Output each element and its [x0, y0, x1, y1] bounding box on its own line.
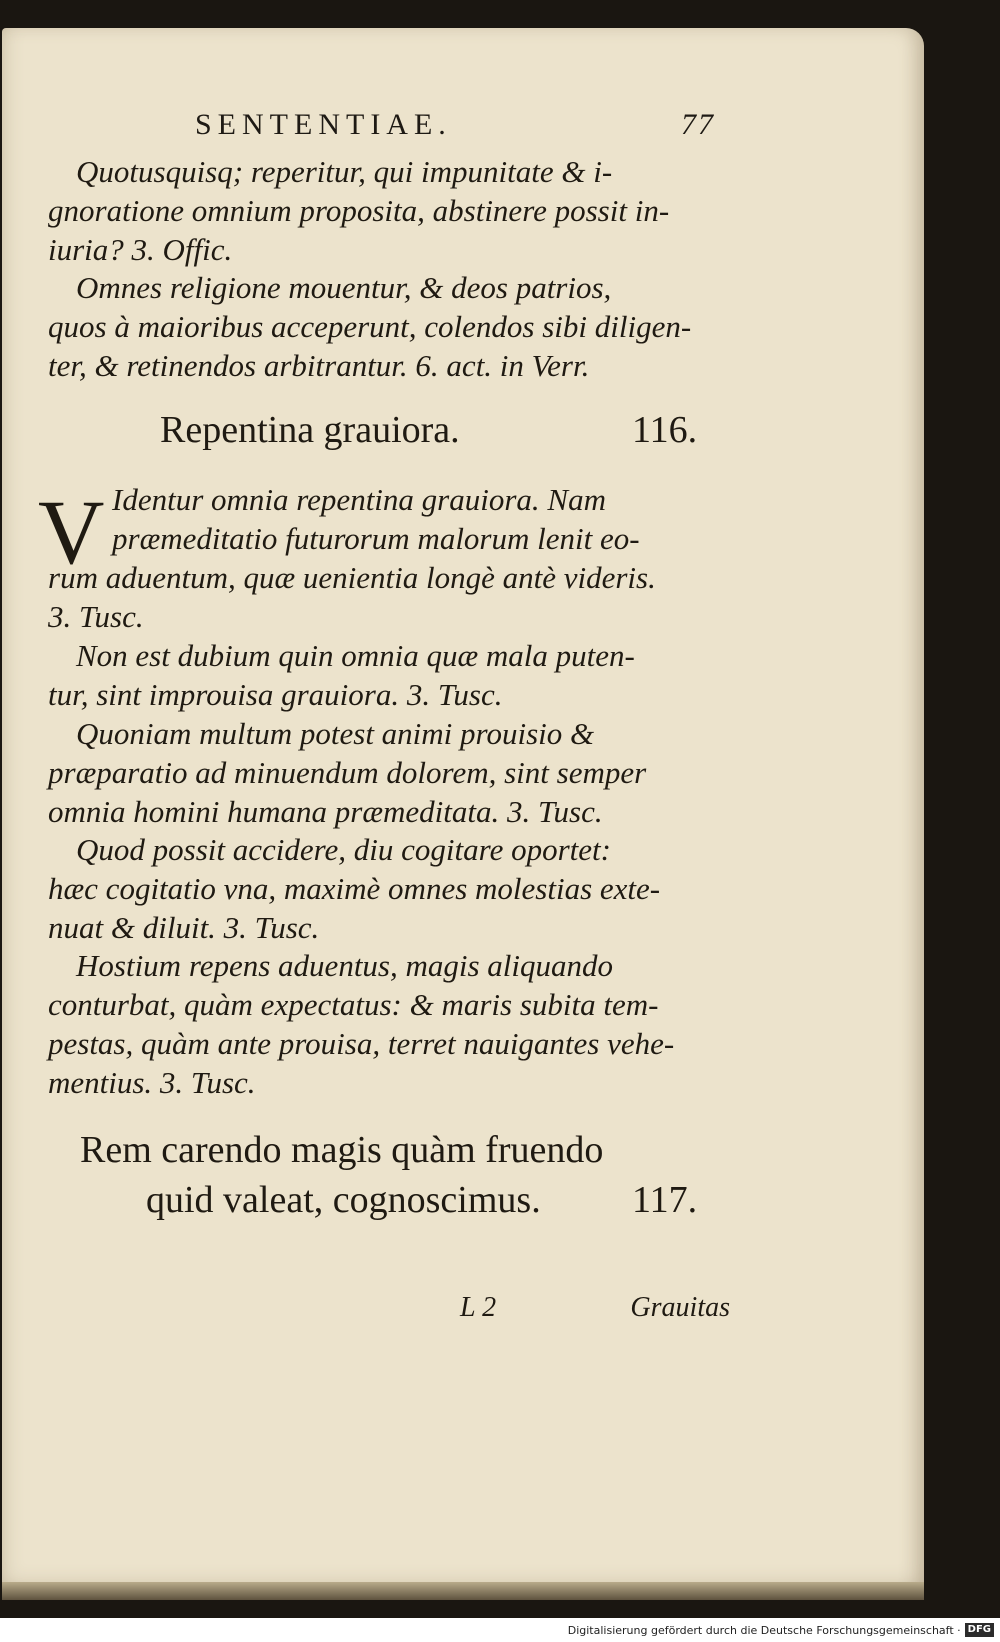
- digitization-credit: [0, 1618, 1000, 1642]
- running-header: [195, 108, 715, 142]
- text-line: mentius. 3. Tusc.: [48, 1065, 256, 1100]
- section-heading-117-line2: [146, 1178, 541, 1222]
- section-title: Repentina grauiora.: [160, 409, 460, 451]
- paragraph-videntur-part1: [112, 480, 712, 558]
- paragraph-hostium: [48, 946, 718, 1102]
- section-title: quid valeat, cognoscimus.: [146, 1179, 541, 1221]
- text-line: præmeditatio futurorum malorum lenit eo-: [112, 521, 640, 556]
- initial-letter: V: [38, 481, 105, 583]
- text-line: Quoniam multum potest animi prouisio &: [76, 716, 595, 751]
- paragraph-quotusquisque: [48, 152, 718, 269]
- paragraph-non-est-dubium: [48, 636, 718, 714]
- section-heading-116: [160, 408, 460, 452]
- paragraph-videntur-part2: [48, 558, 718, 636]
- section-number: 116.: [632, 409, 698, 451]
- section-heading-117-line1: [80, 1128, 603, 1172]
- text-line: conturbat, quàm expectatus: & maris subita tem-: [48, 987, 659, 1022]
- text-line: Quotusquisq; reperitur, qui impunitate & i-: [76, 154, 613, 189]
- text-line: ter, & retinendos arbitrantur. 6. act. in Verr.: [48, 348, 590, 383]
- text-line: Omnes religione mouentur, & deos patrios,: [76, 270, 612, 305]
- paragraph-omnes-religione: [48, 268, 718, 385]
- text-line: iuria? 3. Offic.: [48, 232, 233, 267]
- signature-mark: L 2: [460, 1292, 497, 1323]
- credit-text: Digitalisierung gefördert durch die Deutsche Forschungsgemeinschaft ·: [567, 1623, 961, 1637]
- text-line: gnoratione omnium proposita, abstinere possit in-: [48, 193, 670, 228]
- text-line: quos à maioribus acceperunt, colendos sibi diligen-: [48, 309, 692, 344]
- section-number-117: [632, 1178, 697, 1222]
- text-line: rum aduentum, quæ uenientia longè antè videris.: [48, 560, 656, 595]
- text-line: omnia homini humana præmeditata. 3. Tusc.: [48, 794, 603, 829]
- text-line: tur, sint improuisa grauiora. 3. Tusc.: [48, 677, 503, 712]
- text-line: præparatio ad minuendum dolorem, sint semper: [48, 755, 647, 790]
- text-line: hæc cogitatio vna, maximè omnes molestias exte-: [48, 871, 661, 906]
- section-number-116: [632, 408, 697, 452]
- text-line: Quod possit accidere, diu cogitare oportet:: [76, 832, 611, 867]
- section-number: 117.: [632, 1179, 698, 1221]
- page-bottom-edge: [2, 1582, 924, 1600]
- dfg-logo: DFG: [965, 1623, 994, 1637]
- paragraph-quoniam: [48, 714, 718, 831]
- paragraph-quod-possit: [48, 830, 718, 947]
- section-title: Rem carendo magis quàm fruendo: [80, 1129, 604, 1171]
- text-line: pestas, quàm ante prouisa, terret nauigantes vehe-: [48, 1026, 675, 1061]
- text-line: 3. Tusc.: [48, 599, 144, 634]
- text-line: Identur omnia repentina grauiora. Nam: [112, 482, 606, 517]
- catchword: Grauitas: [630, 1292, 730, 1323]
- page-number: 77: [681, 108, 715, 141]
- running-title: SENTENTIAE.: [195, 108, 452, 141]
- page-footer: [460, 1292, 730, 1324]
- text-line: nuat & diluit. 3. Tusc.: [48, 910, 320, 945]
- text-line: Hostium repens aduentus, magis aliquando: [76, 948, 614, 983]
- text-line: Non est dubium quin omnia quæ mala puten-: [76, 638, 635, 673]
